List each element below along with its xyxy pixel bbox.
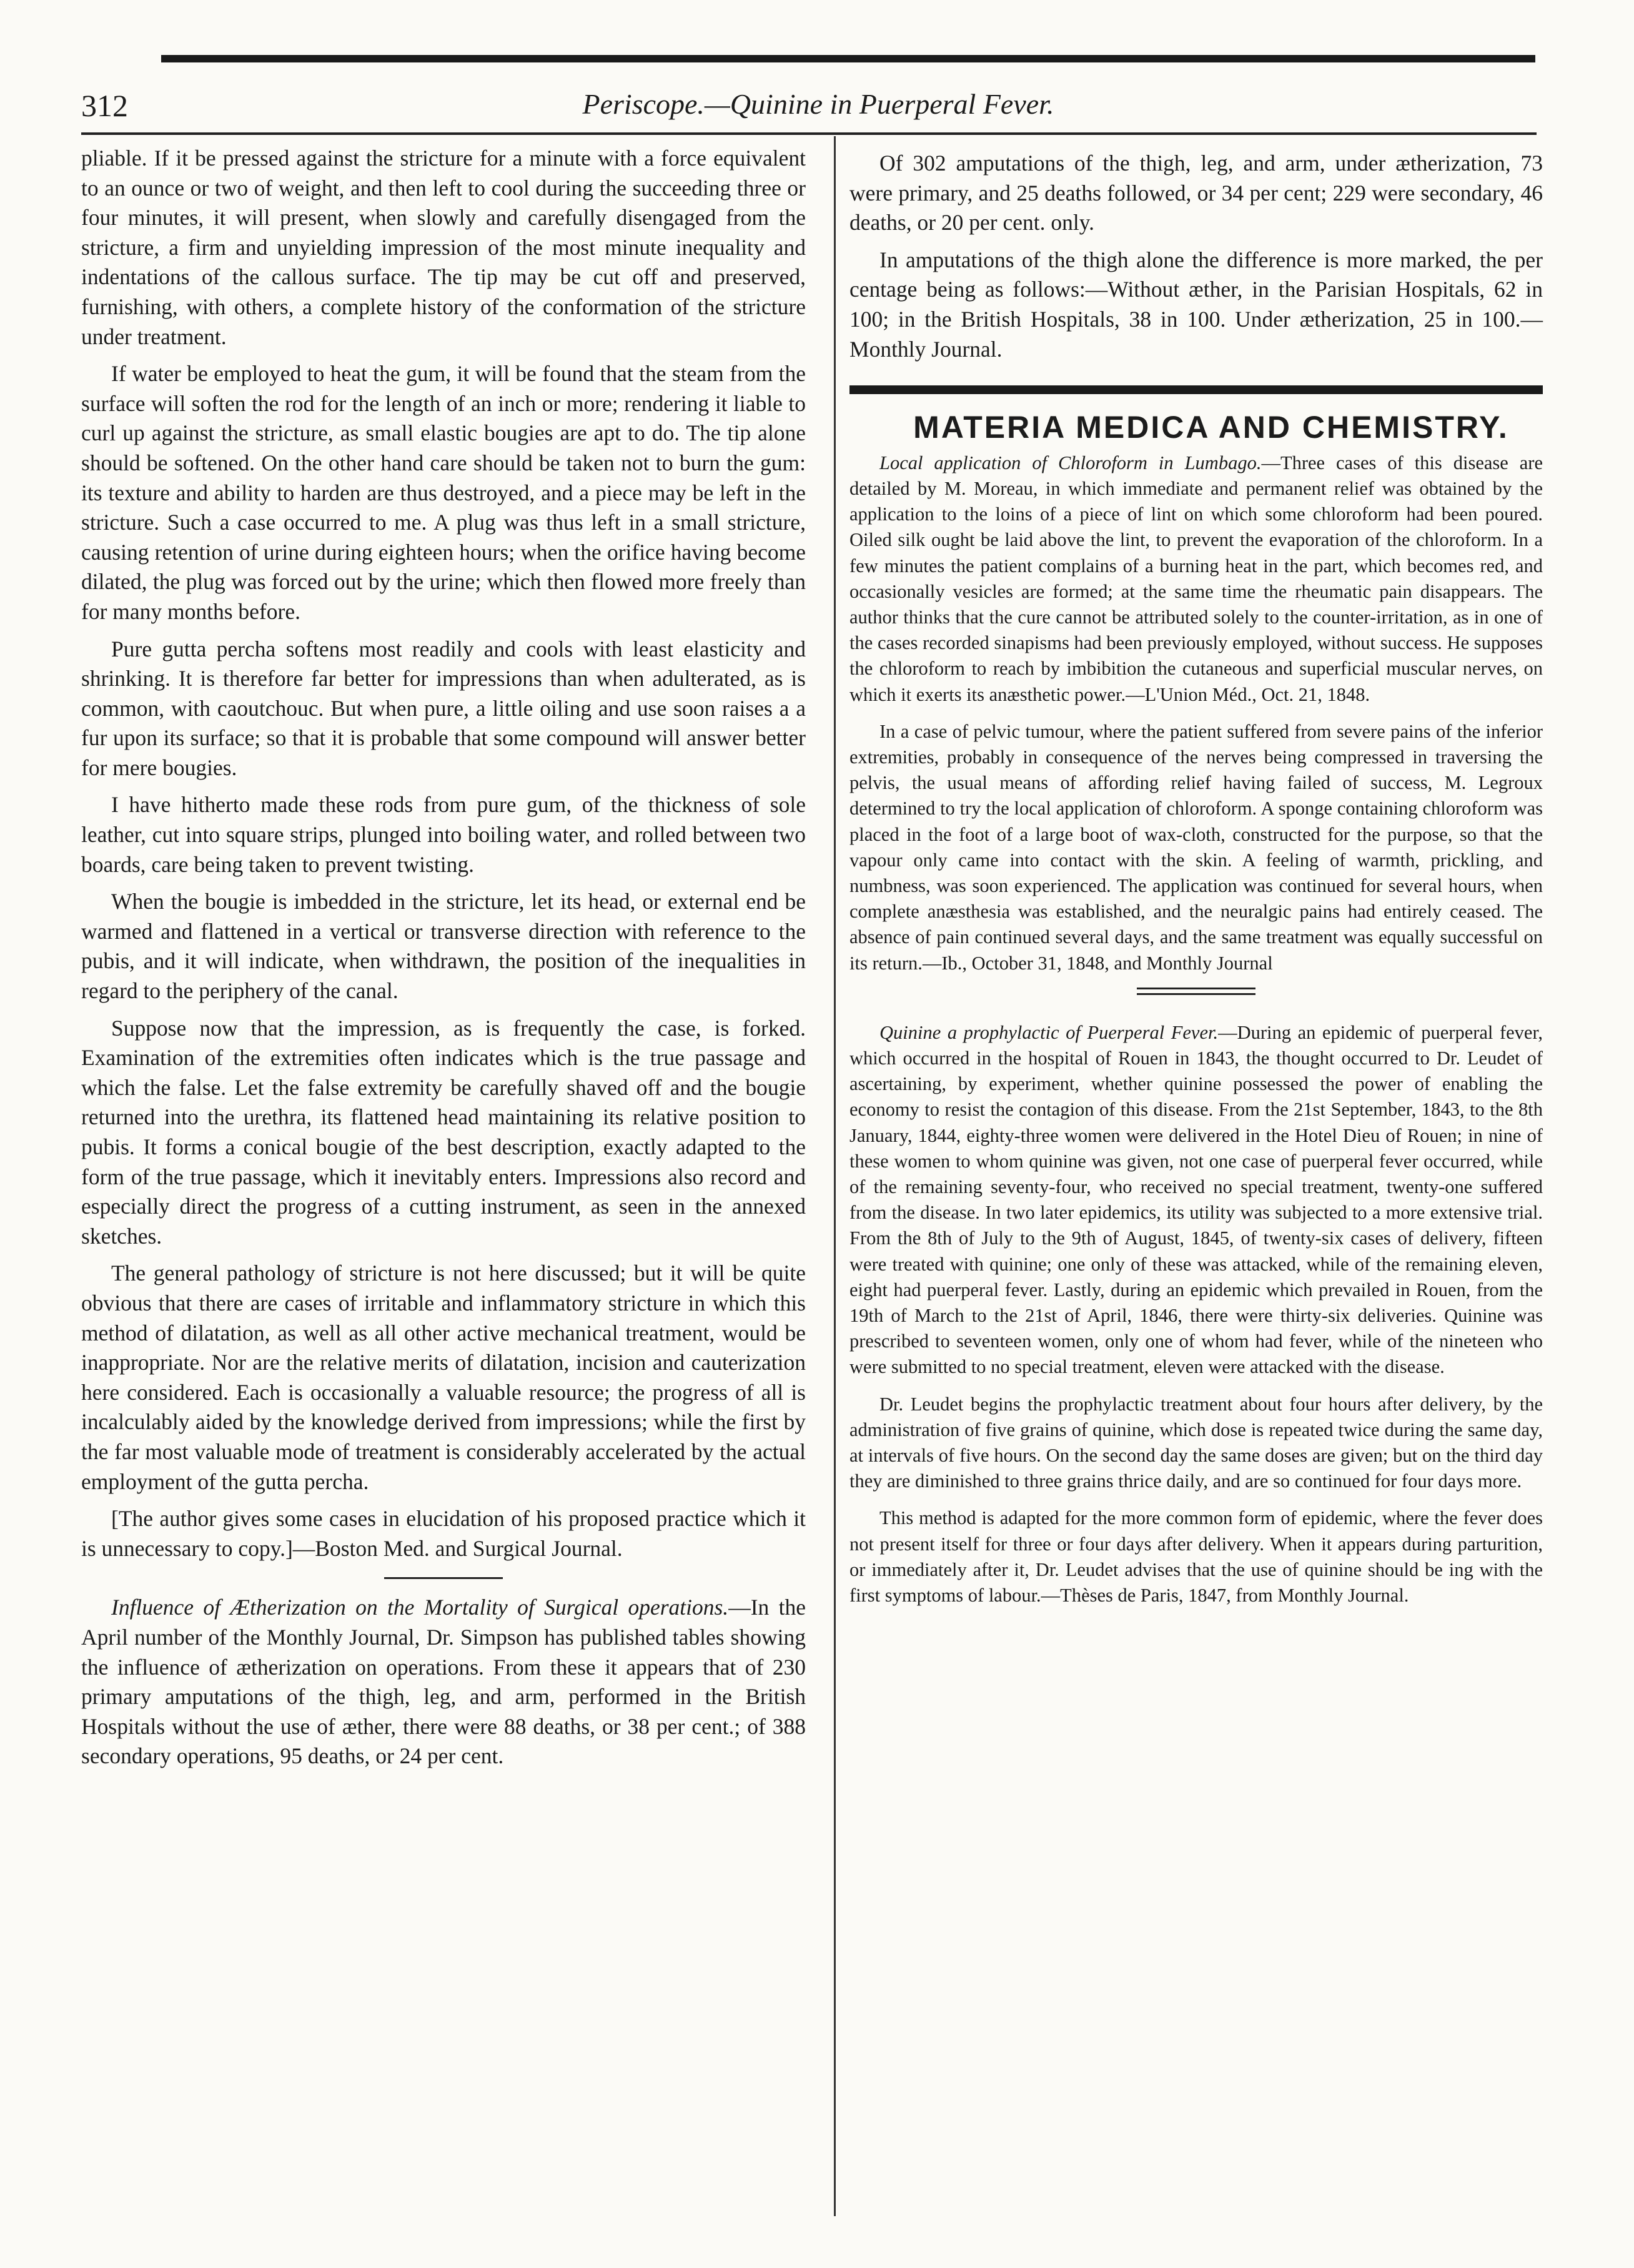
section-rule xyxy=(849,385,1543,394)
article-title: Local application of Chloroform in Lumbago. xyxy=(879,452,1262,473)
paragraph: Suppose now that the impression, as is frequently the case, is forked. Examination of the extremities often indicates which is the true passage and which the false. Let the false extremity be carefully shaved off and the bougie returned into the urethra, its flattened head maintaining its relative position to pubis. It forms a conical bougie of the best description, exactly adapted to the form of the true passage, which it inevitably enters. Impressions also record and especially direct the progress of a cutting instrument, as seen in the annexed sketches. xyxy=(81,1015,806,1249)
paragraph: Of 302 amputations of the thigh, leg, and arm, under ætherization, 73 were primary, and 25 deaths followed, or 34 per cent; 229 were secondary, 46 deaths, or 20 per cent. only. xyxy=(849,151,1543,235)
paragraph: In amputations of the thigh alone the difference is more marked, the per centage being as follows:—Without æther, in the Parisian Hospitals, 62 in 100; in the British Hospitals, 38 in 100. Under ætherization, 25 in 100.—Monthly Journal. xyxy=(849,247,1543,362)
paragraph: pliable. If it be pressed against the stricture for a minute with a force equivalent to an ounce or two of weight, and then left to cool during the succeeding three or four minutes, it will present, when slowly and carefully disengaged from the stricture, a firm and unyielding impression of the most minute inequality and indentations of the callous surface. The tip may be cut off and preserved, furnishing, with others, a complete history of the conformation of the stricture under treatment. xyxy=(81,146,806,349)
aetherization-article xyxy=(81,1593,806,1771)
paragraph: If water be employed to heat the gum, it will be found that the steam from the surface will soften the rod for the length of an inch or more; rendering it liable to curl up against the stricture, as small elastic bougies are apt to do. The tip alone should be softened. On the other hand care should be taken not to burn the gum: its texture and ability to harden are thus destroyed, and a piece may be left in the stricture. Such a case occurred to me. A plug was thus left in a small stricture, causing retention of urine during eighteen hours; when the orifice having become dilated, the plug was forced out by the urine; which then flowed more freely than for many months before. xyxy=(81,361,806,624)
paragraph: This method is adapted for the more common form of epidemic, where the fever does not present itself for three or four days after delivery. When it appears during parturition, or immediately after it, Dr. Leudet advises that the use of quinine should be ing with the first symptoms of labour.—Thèses de Paris, 1847, from Monthly Journal. xyxy=(849,1507,1543,1607)
source-note: [The author gives some cases in elucidation of his proposed practice which it is unnecessary to copy.]—Boston Med. and Surgical Journal. xyxy=(81,1506,806,1561)
paragraph: When the bougie is imbedded in the stricture, let its head, or external end be warmed and flattened in a vertical or transverse direction with reference to the pubis, and it will indicate, when withdrawn, the position of the inequalities in regard to the periphery of the canal. xyxy=(81,889,806,1004)
article-title: Quinine a prophylactic of Puerperal Fever. xyxy=(879,1021,1219,1043)
article-title: Influence of Ætherization on the Mortality of Surgical operations. xyxy=(111,1595,729,1620)
double-rule-divider xyxy=(1137,988,1255,995)
right-column xyxy=(849,149,1543,1620)
paragraph: Pure gutta percha softens most readily and cools with least elasticity and shrinking. It is therefore far better for impressions than when adulterated, as is common, with caoutchouc. But when pure, a little oiling and use soon raises a a fur upon its surface; so that it is probable that some compound will answer better for mere bougies. xyxy=(81,636,806,780)
article-body: —In the April number of the Monthly Journal, Dr. Simpson has published tables showing the influence of ætherization on operations. From these it appears that of 230 primary amputations of the thigh, leg, and arm, performed in the British Hospitals without the use of æther, there were 88 deaths, or 38 per cent.; of 388 secondary operations, 95 deaths, or 24 per cent. xyxy=(81,1595,806,1769)
paragraph: I have hitherto made these rods from pure gum, of the thickness of sole leather, cut into square strips, plunged into boiling water, and rolled between two boards, care being taken to prevent twisting. xyxy=(81,792,806,877)
section-title: MATERIA MEDICA AND CHEMISTRY. xyxy=(913,410,1509,445)
chloroform-article xyxy=(849,450,1543,976)
paragraph: In a case of pelvic tumour, where the patient suffered from severe pains of the inferior extremities, probably in consequence of the nerves being compressed in traversing the pelvis, the usual means of affording relief having failed of success, M. Legroux determined to try the local application of chloroform. A sponge containing chloroform was placed in the foot of a large boot of wax-cloth, constructed for the purpose, so that the vapour only came into contact with the skin. A feeling of warmth, prickling, and numbness, was soon experienced. The application was continued for several hours, when complete anæsthesia was established, and the neuralgic pains had entirely ceased. The absence of pain continued several days, and the same treatment was equally successful on its return.—Ib., October 31, 1848, and Monthly Journal xyxy=(849,720,1543,974)
article-body: —During an epidemic of puerperal fever, which occurred in the hospital of Rouen in 1843, the thought occurred to Dr. Leudet of ascertaining, by experiment, whether quinine possessed the power of enabling the economy to resist the contagion of this disease. From the 21st September, 1843, to the 8th January, 1844, eighty-three women were delivered in the Hotel Dieu of Rouen; in nine of these women to whom quinine was given, not one case of puerperal fever occurred, while of the remaining seventy-four, who received no special treatment, twenty-one suffered from the disease. In two later epidemics, its utility was subjected to a more extensive trial. From the 8th of July to the 9th of August, 1845, of twenty-six cases of delivery, fifteen were treated with quinine; one only of these was attacked, while of the remaining eleven, eight had puerperal fever. Lastly, during an epidemic which prevailed in Rouen, from the 19th of March to the 21st of April, 1846, there were thirty-six deliveries. Quinine was prescribed to seventeen women, only one of whom had fever, while of the nineteen who were submitted to no special treatment, eleven were attacked with the disease. xyxy=(849,1021,1543,1378)
column-divider xyxy=(834,136,836,2216)
running-head: Periscope.—Quinine in Puerperal Fever. xyxy=(582,88,1054,120)
top-rule xyxy=(161,55,1535,62)
paragraph: Dr. Leudet begins the prophylactic treatment about four hours after delivery, by the administration of five grains of quinine, which dose is repeated twice during the same day, at intervals of five hours. On the second day the same doses are given; but on the third day they are diminished to three grains thrice daily, and are so continued for four days more. xyxy=(849,1393,1543,1492)
paragraph: The general pathology of stricture is not here discussed; but it will be quite obvious that there are cases of irritable and inflammatory stricture in which this method of dilatation, as well as all other active mechanical treatment, would be inappropriate. Nor are the relative merits of dilatation, incision and cauterization here considered. Each is occasionally a valuable resource; the progress of all is incalculably aided by the knowledge derived from impressions; while the first by the far most valuable mode of treatment is considerably accelerated by the actual employment of the gutta percha. xyxy=(81,1260,806,1494)
quinine-article xyxy=(849,1020,1543,1608)
page-header xyxy=(81,81,1555,131)
article-body: —Three cases of this disease are detailed by M. Moreau, in which immediate and permanent relief was obtained by the application to the loins of a piece of lint on which some chloroform had been poured. Oiled silk ought be laid above the lint, to prevent the evaporation of the chloroform. In a few minutes the patient complains of a burning heat in the part, which becomes red, and occasionally vesicles are formed; at the same time the rheumatic pain disappears. The author thinks that the cure cannot be attributed solely to the counter-irritation, as in one of the cases recorded sinapisms had been previously employed, without success. He supposes the chloroform to reach by imbibition the cutaneous and superficial muscular nerves, on which it exerts its anæsthetic power.—L'Union Méd., Oct. 21, 1848. xyxy=(849,452,1543,705)
left-column xyxy=(81,144,806,1779)
section-divider xyxy=(384,1577,503,1579)
page-number: 312 xyxy=(81,88,128,123)
header-rule xyxy=(81,132,1537,135)
